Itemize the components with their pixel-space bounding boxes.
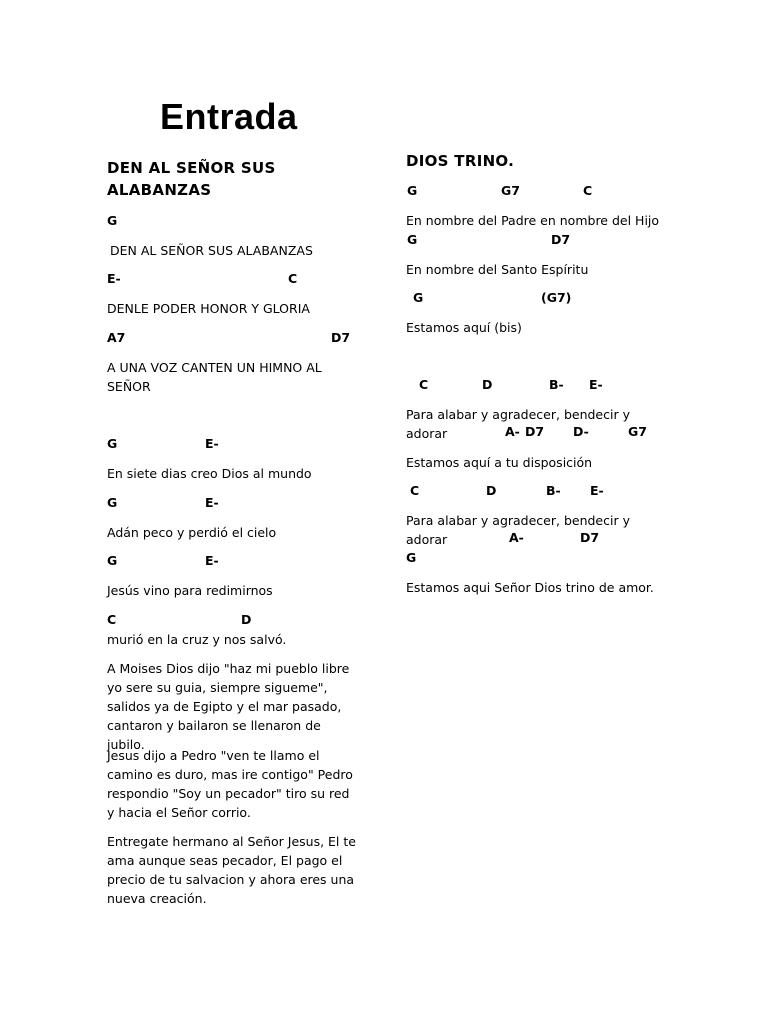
chord: G <box>107 213 118 228</box>
lyric-line: adorar <box>406 426 448 441</box>
chord: A- <box>505 424 520 439</box>
chord: D7 <box>551 232 571 247</box>
chord: E- <box>205 553 219 568</box>
chord: G <box>413 290 424 305</box>
verse-paragraph: Jesus dijo a Pedro "ven te llamo el camino es duro, mas ire contigo" Pedro respondio "Soy un pecador" tiro su red y hacia el Señor corrio. <box>107 748 353 820</box>
chord: E- <box>205 495 219 510</box>
verse-paragraph: Entregate hermano al Señor Jesus, El te ama aunque seas pecador, El pago el precio de tu salvacion y ahora eres una nueva creación. <box>107 834 356 906</box>
left-song-heading: DEN AL SEÑOR SUS ALABANZAS <box>107 159 276 199</box>
chord: A7 <box>107 330 126 345</box>
chord: G <box>407 232 418 247</box>
chord: D <box>241 612 252 627</box>
chord: G7 <box>628 424 647 439</box>
lyric-line: Adán peco y perdió el cielo <box>107 525 277 540</box>
chord: D7 <box>331 330 351 345</box>
chord: D7 <box>525 424 545 439</box>
lyric-line: A UNA VOZ CANTEN UN HIMNO AL <box>107 360 322 375</box>
chord: C <box>419 377 429 392</box>
chord: D- <box>573 424 589 439</box>
chord: C <box>288 271 298 286</box>
lyric-line: Estamos aquí (bis) <box>406 320 522 335</box>
chord: D <box>482 377 493 392</box>
chord: D <box>486 483 497 498</box>
chord: B- <box>546 483 561 498</box>
lyric-line: Para alabar y agradecer, bendecir y <box>406 407 630 422</box>
chord: A- <box>509 530 524 545</box>
chord: (G7) <box>541 290 572 305</box>
chord: G7 <box>501 183 520 198</box>
chord: C <box>410 483 420 498</box>
lyric-line: SEÑOR <box>107 379 151 394</box>
chord: E- <box>590 483 604 498</box>
chord: G <box>407 183 418 198</box>
lyric-line: Estamos aquí a tu disposición <box>406 455 593 470</box>
lyric-line: En nombre del Padre en nombre del Hijo <box>406 213 660 228</box>
chord: E- <box>589 377 603 392</box>
lyric-line: Estamos aqui Señor Dios trino de amor. <box>406 580 654 595</box>
verse-paragraph: A Moises Dios dijo "haz mi pueblo libre yo sere su guia, siempre sigueme", salidos ya de Egipto y el mar pasado, cantaron y bailaron se llenaron de jubilo. <box>107 661 350 752</box>
lyric-line: DENLE PODER HONOR Y GLORIA <box>107 301 310 316</box>
page-title: Entrada <box>160 96 298 137</box>
chord: G <box>107 495 118 510</box>
chord: E- <box>107 271 121 286</box>
chord: B- <box>549 377 564 392</box>
chord: C <box>107 612 117 627</box>
lyric-line: adorar <box>406 532 448 547</box>
chord: C <box>583 183 593 198</box>
right-song-heading: DIOS TRINO. <box>406 152 515 170</box>
lyric-line: murió en la cruz y nos salvó. <box>107 632 287 647</box>
chord: G <box>406 550 417 565</box>
chord: E- <box>205 436 219 451</box>
chord: D7 <box>580 530 600 545</box>
lyric-line: Jesús vino para redimirnos <box>107 583 273 598</box>
lyric-line: Para alabar y agradecer, bendecir y <box>406 513 630 528</box>
lyric-line: En siete dias creo Dios al mundo <box>107 466 312 481</box>
lyric-line: DEN AL SEÑOR SUS ALABANZAS <box>110 243 313 258</box>
chord: G <box>107 553 118 568</box>
lyric-line: En nombre del Santo Espíritu <box>406 262 589 277</box>
chord: G <box>107 436 118 451</box>
